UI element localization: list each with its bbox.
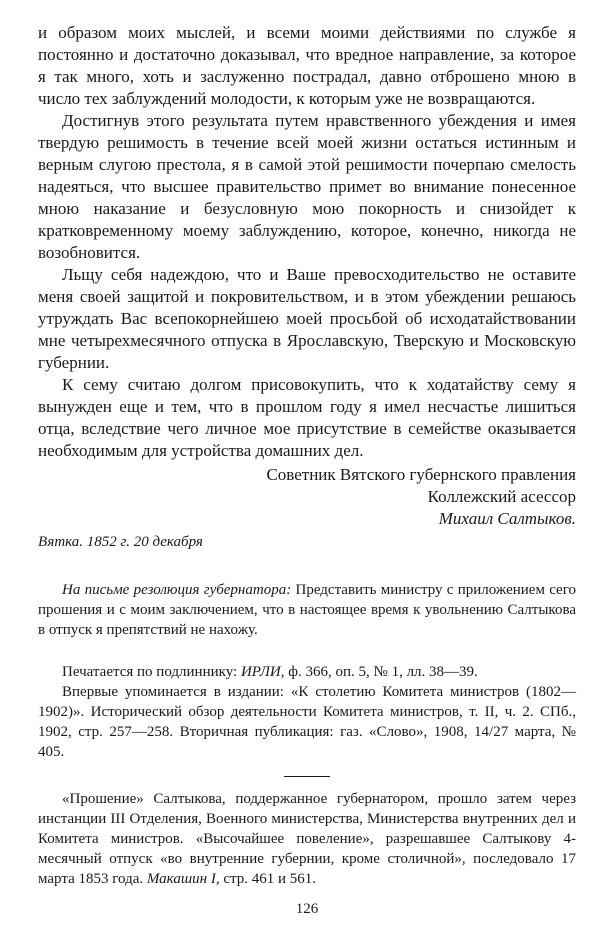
letter-paragraph-1: и образом моих мыслей, и всеми моими действиями по службе я постоянно и достаточно доказывал, что вредное направление, за которое я так много, хоть и заслуженно пострадал, давно отброшено мною в число тех заблуждений молодости, к которым уже не возвращаются. [38, 23, 576, 108]
letter-paragraph-2: Достигнув этого результата путем нравственного убеждения и имея твердую решимость в течение всей моей жизни остаться истинным и верным слугою престола, я в самой этой решимости почерпаю смелость надеяться, что высшее правительство примет во внимание понесенное мною наказание и безусловную мою покорность и снизойдет к кратковременному моему заблуждению, которое, конечно, никогда не возобновится. [38, 111, 576, 262]
editorial-comment [38, 789, 576, 889]
first-publication-note: Впервые упоминается в издании: «К столетию Комитета министров (1802—1902)». Исторический обзор деятельности Комитета министров, т. II, ч. 2. СПб., 1902, стр. 257—258. Вторичная публикация: газ. «Слово», 1908, 14/27 марта, № 405. [38, 684, 576, 760]
comment-ref-italic: Макашин I, [146, 871, 220, 887]
source-archive: ИРЛИ, [240, 664, 285, 680]
letter-paragraph-4: К сему считаю долгом присовокупить, что к ходатайству сему я вынужден еще и тем, что в прошлом году я имел несчастье лишиться отца, вследствие чего личное мое присутствие в семействе оказывается необходимым для устройства домашних дел. [38, 375, 576, 460]
document-page [38, 22, 576, 918]
comment-text: «Прошение» Салтыкова, поддержанное губернатором, прошло затем через инстанции III Отделения, Военного министерства, Министерства внутренних дел и Комитета министров. «Высочайшее повеление», разрешавшее Салтыкову 4-месячный отпуск «во внутренние губернии, кроме столичной», последовало 17 марта 1853 года. [38, 791, 576, 887]
resolution-lead: На письме резолюция губернатора: [62, 582, 292, 598]
letter-body [38, 22, 576, 462]
signature-block [38, 464, 576, 530]
source-notes [38, 662, 576, 762]
governor-resolution [38, 580, 576, 640]
signature-rank: Коллежский асессор [427, 487, 576, 506]
signature-name: Михаил Салтыков. [438, 509, 576, 528]
letter-paragraph-3: Льщу себя надеждою, что и Ваше превосходительство не оставите меня своей защитой и покровительством, и в этом убеждении решаюсь утруждать Вас всепокорнейшею моей просьбой об исходатайствовании мне четырехмесячного отпуска в Ярославскую, Тверскую и Московскую губернии. [38, 265, 576, 372]
signature-position: Советник Вятского губернского правления [266, 465, 576, 484]
comment-ref-rest: стр. 461 и 561. [219, 871, 317, 887]
letter-dateline: Вятка. 1852 г. 20 декабря [38, 534, 203, 550]
resolution-text: Представить министру с приложением сего прошения и с моим заключением, что в настоящее время к увольнению Салтыкова в отпуск я препятствий не нахожу. [38, 582, 576, 638]
source-rest: ф. 366, оп. 5, № 1, лл. 38—39. [284, 664, 478, 680]
page-number: 126 [295, 901, 319, 917]
source-prefix: Печатается по подлиннику: [62, 664, 241, 680]
section-divider [284, 776, 330, 777]
source-line [38, 662, 576, 682]
